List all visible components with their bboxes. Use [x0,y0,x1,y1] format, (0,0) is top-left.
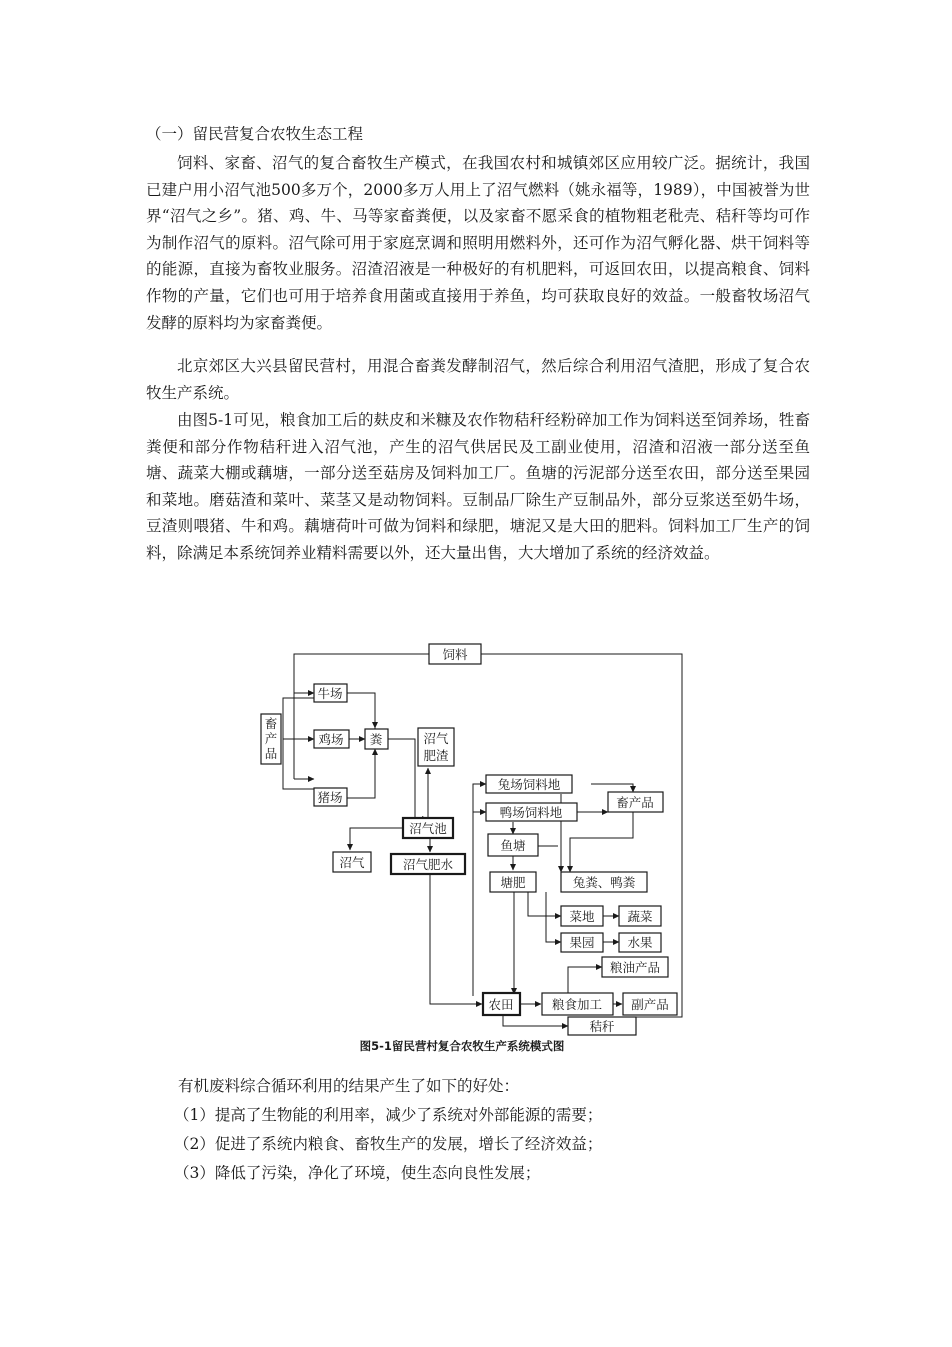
node-rabbit-duck-manure [561,872,647,892]
svg-text:饲料: 饲料 [442,647,468,662]
svg-text:沼气池: 沼气池 [409,821,447,836]
svg-text:粮油产品: 粮油产品 [609,960,661,975]
svg-text:产: 产 [264,731,278,746]
edge-grain-to-oil [568,967,602,994]
paragraph-figure-explanation: 由图5-1可见，粮食加工后的麸皮和米糠及农作物秸秆经粉碎加工作为饲料送至饲养场，牲畜粪便和部分作物秸秆进入沼气池，产生的沼气供居民及工副业使用，沼渣和沼液一部分送至鱼塘、蔬菜大棚或藕塘，一部分送至菇房及饲料加工厂。鱼塘的污泥部分送至农田，部分送至果园和菜地。磨菇渣和菜叶、菜茎又是动物饲料。豆制品厂除生产豆制品外，部分豆浆送至奶牛场，豆渣则喂猪、牛和鸡。藕塘荷叶可做为饲料和绿肥，塘泥又是大田的肥料。饲料加工厂生产的饲料，除满足本系统饲养业精料需要以外，还大量出售，大大增加了系统的经济效益。 [146,411,810,562]
svg-text:水果: 水果 [627,935,653,950]
svg-text:品: 品 [264,746,278,761]
svg-text:沼气肥水: 沼气肥水 [402,857,454,872]
svg-text:鸭场饲料地: 鸭场饲料地 [499,805,563,820]
node-biogas-residue [418,728,454,766]
node-livestock-products-horizontal [608,792,663,812]
svg-text:鸡场: 鸡场 [318,732,344,747]
edge-manure-to-fields [546,892,561,942]
node-vegetable-field [561,906,603,926]
paragraph-intro: 饲料、家畜、沼气的复合畜牧生产模式，在我国农村和城镇郊区应用较广泛。据统计，我国已建户用小沼气池500多万个，2000多万人用上了沼气燃料（姚永福等，1989），中国被誉为世界“沼气之乡”。猪、鸡、牛、马等家畜粪便，以及家畜不愿采食的植物粗老秕壳、秸秆等均可作为制作沼气的原料。沼气除可用于家庭烹调和照明用燃料外，还可作为沼气孵化器、烘干饲料等的能源，直接为畜牧业服务。沼渣沼液是一种极好的有机肥料，可返回农田，以提高粮食、饲料作物的产量，它们也可用于培养食用菌或直接用于养鱼，均可获取良好的效益。一般畜牧场沼气发酵的原料均为家畜粪便。 [146,154,810,332]
node-rabbit-feed-land [486,775,572,793]
edge-slurry-to-farmland [430,874,482,1004]
edge-rabbit-to-products [591,784,633,792]
edge-feed-to-farms [294,654,429,779]
edge-farmland-to-feedlands [473,784,486,996]
node-vegetables [619,906,661,926]
node-by-products [623,993,677,1015]
node-farmland [483,993,520,1015]
node-pig-farm [314,788,347,806]
edge-products-to-manure [570,812,633,872]
node-pond-fertilizer [490,872,536,892]
node-fruit [619,933,661,952]
node-chicken-farm [314,730,349,748]
svg-text:牛场: 牛场 [317,686,343,701]
node-livestock-products-vertical [261,714,281,764]
node-biogas-slurry [391,854,465,874]
node-duck-feed-land [486,803,577,821]
node-biogas [333,852,371,872]
svg-text:秸秆: 秸秆 [589,1019,615,1034]
paragraph-village: 北京郊区大兴县留民营村，用混合畜粪发酵制沼气，然后综合利用沼气渣肥，形成了复合农牧生产系统。 [146,357,810,402]
svg-text:畜产品: 畜产品 [616,795,654,810]
svg-text:肥渣: 肥渣 [423,748,449,763]
node-orchard [561,933,603,952]
svg-text:果园: 果园 [569,935,595,950]
edge-digester-to-biogas [350,828,403,850]
node-cattle-farm [314,684,347,702]
svg-text:粮食加工: 粮食加工 [551,997,603,1012]
figure-caption: 图5-1留民营村复合农牧生产系统模式图 [359,1039,565,1053]
svg-text:副产品: 副产品 [631,997,669,1012]
svg-text:蔬菜: 蔬菜 [627,909,653,924]
node-biogas-digester [403,818,453,838]
edge-pondfert-to-veg [528,892,561,916]
svg-text:兔场饲料地: 兔场饲料地 [497,777,561,792]
svg-text:塘肥: 塘肥 [500,875,526,890]
section-heading: （一）留民营复合农牧生态工程 [146,125,364,143]
node-fish-pond [488,834,538,856]
svg-text:兔粪、鸭粪: 兔粪、鸭粪 [572,875,636,890]
benefit-item: （2）促进了系统内粮食、畜牧生产的发展，增长了经济效益； [174,1135,603,1153]
svg-text:猪场: 猪场 [317,790,343,805]
svg-text:菜地: 菜地 [569,909,595,924]
node-feed [429,644,481,664]
node-manure [365,729,388,749]
node-straw [568,1017,636,1035]
system-diagram-figure [258,636,694,1056]
svg-text:粪: 粪 [369,732,383,747]
edge-farms-to-products [283,698,314,789]
svg-text:农田: 农田 [488,997,514,1012]
benefit-item: （3）降低了污染，净化了环境，使生态向良性发展； [174,1164,541,1182]
benefit-item: （1）提高了生物能的利用率，减少了系统对外部能源的需要； [174,1106,603,1124]
svg-text:沼气: 沼气 [339,855,365,870]
svg-text:畜: 畜 [264,716,278,731]
svg-text:鱼塘: 鱼塘 [500,838,526,853]
benefits-intro: 有机废料综合循环利用的结果产生了如下的好处： [178,1077,520,1095]
node-grain-processing [542,993,613,1015]
node-grain-oil-products [602,957,668,977]
system-diagram [258,636,694,1056]
svg-text:沼气: 沼气 [423,731,449,746]
